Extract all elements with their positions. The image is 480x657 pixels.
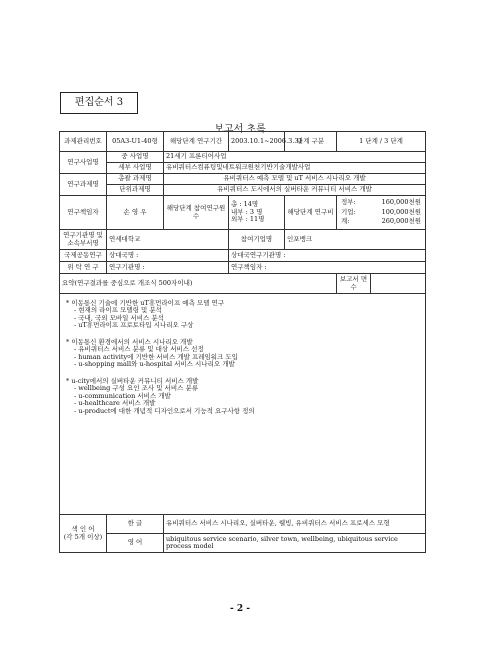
org-label: 연구기관명 및 소속부서명 [60,230,107,250]
task-unit-label: 단위과제명 [107,185,164,196]
row-keywords-korean [60,515,426,534]
summary-block [66,300,419,330]
org-value: 연세대학교 [107,230,229,250]
edit-order-box: 편집순서 3 [60,92,138,114]
fund-gov-value: 160,000천원 [381,198,422,207]
summary-item: - u-healthcare 서비스 개발 [74,399,156,408]
summary-item: - u-product에 대한 개념적 디자인으로서 기능적 요구사항 정의 [74,406,255,415]
consign-leader: 연구책임자 : [229,262,426,274]
task-title-label: 연구과제명 [60,174,107,196]
project-detail-label: 세부 사업명 [107,163,164,174]
summary-blocks [66,300,419,415]
row-summary-body [60,294,426,515]
task-total-value: 유비쿼터스 예측 모델 및 uT 서비스 시나리오 개발 [164,174,426,185]
fund-label: 해당단계 연구비 [285,196,337,230]
intl-institution: 상대국연구기관명 : [229,250,426,262]
row-task-number [60,132,426,152]
summary-item: - 현재의 라이프 모델링 및 분석 [74,306,162,315]
summary-item: - u-communication 서비스 개발 [74,391,171,400]
row-keywords-english [60,534,426,553]
keywords-label-cell [60,515,107,553]
keywords-label: 색 인 어 [71,525,95,534]
summary-block [66,339,419,369]
task-unit-value: 유비쿼터스 도시에서의 실버타운 커뮤니티 서비스 개발 [164,185,426,196]
keywords-english-label: 영 어 [107,534,164,553]
researcher-count-label: 해당단계 참여연구원수 [164,196,229,230]
summary-body [60,294,426,515]
report-pages-value [371,274,426,294]
fund-total-label: 계: [341,217,350,226]
fund-values [337,196,426,230]
stage-period-label: 해당단계 연구기간 [164,132,229,152]
keywords-korean-value: 유비쿼터스 서비스 시나리오, 실버타운, 웰빙, 유비쿼터스 서비스 프로세스 모형 [164,515,426,534]
count-inside: 내부 : 3 명 [231,207,263,216]
stage-division-label: 단계 구분 [285,132,337,152]
project-label: 연구사업명 [60,152,107,174]
report-title: 보고서 초록 [214,124,266,135]
stage-period-value: 2003.10.1~2006.3.31 [229,132,285,152]
summary-block-title: * u-city에서의 실버타운 커뮤니티 서비스 개발 [66,376,199,385]
summary-item: - uT휴먼라이프 프로토타입 시나리오 구상 [74,321,194,330]
leader-name: 손 영 우 [107,196,164,230]
summary-item: - 국내, 국외 모바일 서비스 분석 [74,313,164,322]
summary-header: 요약(연구결과를 중심으로 개조식 500자이내) [60,274,337,294]
stage-division-value: 1 단계 / 3 단계 [337,132,426,152]
row-project-mid [60,152,426,163]
row-organization [60,230,426,250]
task-no-value: 05A3-U1-40형 [107,132,164,152]
row-task-unit [60,185,426,196]
partner-value: 인포뱅크 [285,230,426,250]
project-mid-label: 중 사업명 [107,152,164,163]
consign-label: 위 탁 연 구 [60,262,107,274]
row-people [60,196,426,230]
task-total-label: 총괄 과제명 [107,174,164,185]
summary-item: - u-shopping mall와 u-hospital 서비스 시나리오 개발 [74,360,235,369]
row-summary-header [60,274,426,294]
fund-gov-label: 정부: [341,198,356,207]
project-detail-value: 유비쿼터스컴퓨팅및네트워크원천기반기술개발사업 [164,163,426,174]
consign-institution: 연구기관명 : [107,262,229,274]
fund-total-value: 260,000천원 [381,217,422,226]
summary-block [66,378,419,415]
keywords-korean-label: 한 글 [107,515,164,534]
summary-block-title: * 이동통신 환경에서의 서비스 시나리오 개발 [66,337,193,346]
project-mid-value: 21세기 프론티어사업 [164,152,426,163]
keywords-english-value: ubiquitous service scenario, silver town, wellbeing, ubiquitous service process model [164,534,426,553]
fund-ind-value: 100,000천원 [381,207,422,216]
researcher-count-values [229,196,285,230]
row-international [60,250,426,262]
task-no-label: 과제관리번호 [60,132,107,152]
summary-block-title: * 이동통신 기술에 기반한 uT휴먼라이프 예측 모델 연구 [66,299,225,307]
partner-label: 참여기업명 [229,230,285,250]
leader-label: 연구책임자 [60,196,107,230]
row-project-detail [60,163,426,174]
summary-item: - wellbeing 구성 요인 조사 및 서비스 분류 [74,384,199,393]
summary-item: - 유비쿼터스 서비스 분류 및 대상 서비스 선정 [74,345,204,354]
report-pages-label: 보고서 면수 [337,274,371,294]
report-abstract-table [59,131,426,553]
fund-ind-label: 기업: [341,207,356,216]
row-task-total [60,174,426,185]
count-outside: 외부 : 11명 [231,215,265,224]
summary-item: - human activity에 기반한 서비스 개발 프레임워크 도입 [74,352,238,361]
intl-label: 국제공동연구 [60,250,107,262]
page-number: - 2 - [230,604,250,614]
count-total: 총 : 14명 [231,200,259,209]
intl-country: 상대국명 : [107,250,229,262]
keywords-sublabel: (각 5개 이상) [63,532,103,541]
row-consignment [60,262,426,274]
